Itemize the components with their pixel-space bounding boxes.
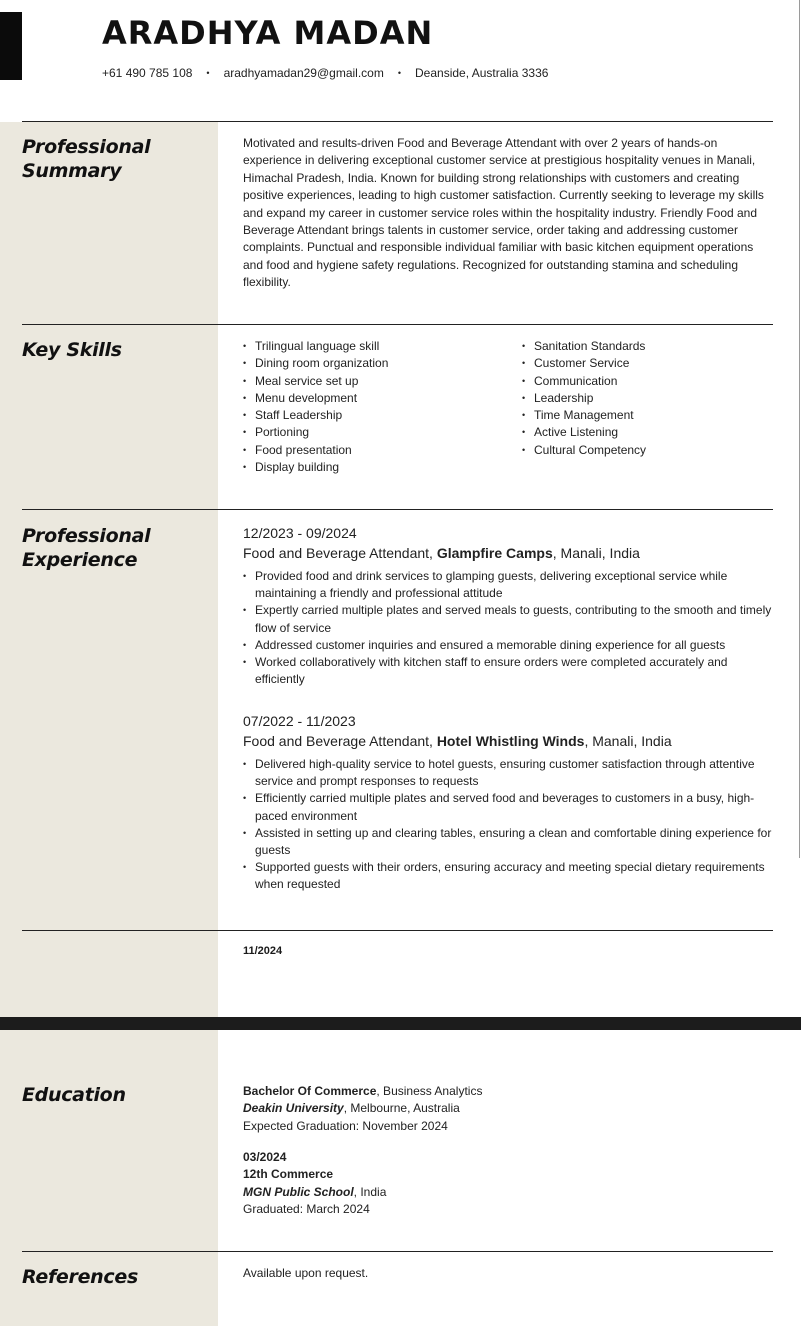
skill-item: • Meal service set up	[243, 373, 388, 390]
references-heading: References	[22, 1266, 138, 1288]
job-employer: Glampfire Camps	[436, 545, 553, 561]
job-title-line	[243, 731, 773, 751]
job-bullet: • Delivered high-quality service to hotel guests, ensuring customer satisfaction through attentive service and prompt responses to requests	[243, 756, 773, 790]
skill-item: • Trilingual language skill	[243, 338, 388, 355]
education-date	[243, 1149, 386, 1166]
skill-item: • Staff Leadership	[243, 407, 388, 424]
degree-line	[243, 1083, 482, 1100]
job-bullets	[243, 568, 773, 688]
skill-item: • Active Listening	[522, 424, 646, 441]
job-dates: 12/2023 - 09/2024	[243, 525, 357, 541]
skill-item: • Leadership	[522, 390, 646, 407]
skill-item: • Sanitation Standards	[522, 338, 646, 355]
institution-place: , Melbourne, Australia	[343, 1101, 460, 1116]
email-text: aradhyamadan29@gmail.com	[223, 66, 384, 80]
section-divider	[22, 1251, 773, 1252]
institution-place: , India	[353, 1184, 387, 1199]
job-title-line	[243, 543, 773, 563]
skill-item: • Food presentation	[243, 442, 388, 459]
job-role: Food and Beverage Attendant,	[243, 733, 437, 749]
job-bullet: • Provided food and drink services to glamping guests, delivering exceptional service while maintaining a friendly and professional attitude	[243, 568, 773, 602]
job-dates: 07/2022 - 11/2023	[243, 713, 356, 729]
candidate-name: ARADHYA MADAN	[102, 14, 434, 52]
skill-item: • Display building	[243, 459, 388, 476]
job-entry	[243, 523, 773, 688]
skill-item: • Communication	[522, 373, 646, 390]
skill-item: • Cultural Competency	[522, 442, 646, 459]
field: , Business Analytics	[376, 1084, 483, 1098]
top-strip	[0, 0, 801, 12]
location-text: Deanside, Australia 3336	[415, 66, 549, 80]
section-divider	[22, 324, 773, 325]
institution: Deakin University	[243, 1101, 344, 1116]
institution: MGN Public School	[243, 1184, 354, 1199]
summary-heading: Professional Summary	[22, 136, 151, 182]
references-text: Available upon request.	[243, 1266, 369, 1280]
job-entry	[243, 711, 773, 894]
graduation-status: Graduated: March 2024	[243, 1202, 370, 1217]
page-edge-line	[799, 0, 800, 858]
date-text: 03/2024	[243, 1150, 287, 1164]
phone-text: +61 490 785 108	[102, 66, 193, 80]
degree: Bachelor Of Commerce	[243, 1084, 377, 1098]
job-place: , Manali, India	[552, 545, 640, 561]
skills-heading: Key Skills	[22, 339, 122, 361]
education-entry	[243, 1083, 482, 1135]
job-bullet: • Worked collaboratively with kitchen staff to ensure orders were completed accurately and efficiently	[243, 654, 773, 688]
institution-line	[243, 1100, 482, 1117]
skills-list-left	[243, 338, 388, 476]
job-bullet: • Assisted in setting up and clearing tables, ensuring a clean and comfortable dining experience for guests	[243, 825, 773, 859]
institution-line	[243, 1184, 386, 1201]
experience-heading: Professional Experience	[22, 525, 151, 571]
skills-list-right	[522, 338, 646, 459]
job-employer: Hotel Whistling Winds	[436, 733, 585, 749]
section-divider	[22, 930, 773, 931]
education-date: 11/2024	[243, 945, 283, 957]
section-divider	[22, 121, 773, 122]
degree: 12th Commerce	[243, 1167, 334, 1182]
job-bullet: • Efficiently carried multiple plates and served food and beverages to customers in a busy, high-paced environment	[243, 790, 773, 824]
graduation-status: Expected Graduation: November 2024	[243, 1118, 448, 1133]
education-heading: Education	[22, 1084, 126, 1106]
separator-dot: •	[206, 68, 210, 78]
job-bullet: • Expertly carried multiple plates and served meals to guests, contributing to the smooth and timely flow of service	[243, 602, 773, 636]
separator-dot: •	[397, 68, 401, 78]
section-divider	[22, 509, 773, 510]
skill-item: • Dining room organization	[243, 355, 388, 372]
degree-line	[243, 1166, 386, 1183]
education-entry	[243, 1149, 386, 1219]
job-bullet: • Addressed customer inquiries and ensured a memorable dining experience for all guests	[243, 637, 773, 654]
page-break-band	[0, 1017, 801, 1030]
job-place: , Manali, India	[584, 733, 672, 749]
skill-item: • Customer Service	[522, 355, 646, 372]
contact-line	[102, 66, 548, 80]
skill-item: • Portioning	[243, 424, 388, 441]
job-bullet: • Supported guests with their orders, ensuring accuracy and meeting special dietary requirements when requested	[243, 859, 773, 893]
job-role: Food and Beverage Attendant,	[243, 545, 437, 561]
summary-text: Motivated and results-driven Food and Beverage Attendant with over 2 years of hands-on experience in delivering exceptional customer service at prestigious hospitality venues in Manali, Himachal Pradesh, India. Known for building strong relationships with customers and creating positive experiences, leading to high customer satisfaction. Currently seeking to leverage my skills and expand my career in customer service roles within the hospitality industry. Friendly Food and Beverage Attendant brings talents in customer service, order taking and addressing customer complaints. Punctual and responsible individual familiar with basic kitchen equipment operations and food and hygiene safety regulations. Recognized for outstanding stamina and scheduling flexibility.	[243, 136, 764, 290]
skill-item: • Time Management	[522, 407, 646, 424]
skill-item: • Menu development	[243, 390, 388, 407]
job-bullets	[243, 756, 773, 894]
header-accent-block	[0, 12, 22, 80]
